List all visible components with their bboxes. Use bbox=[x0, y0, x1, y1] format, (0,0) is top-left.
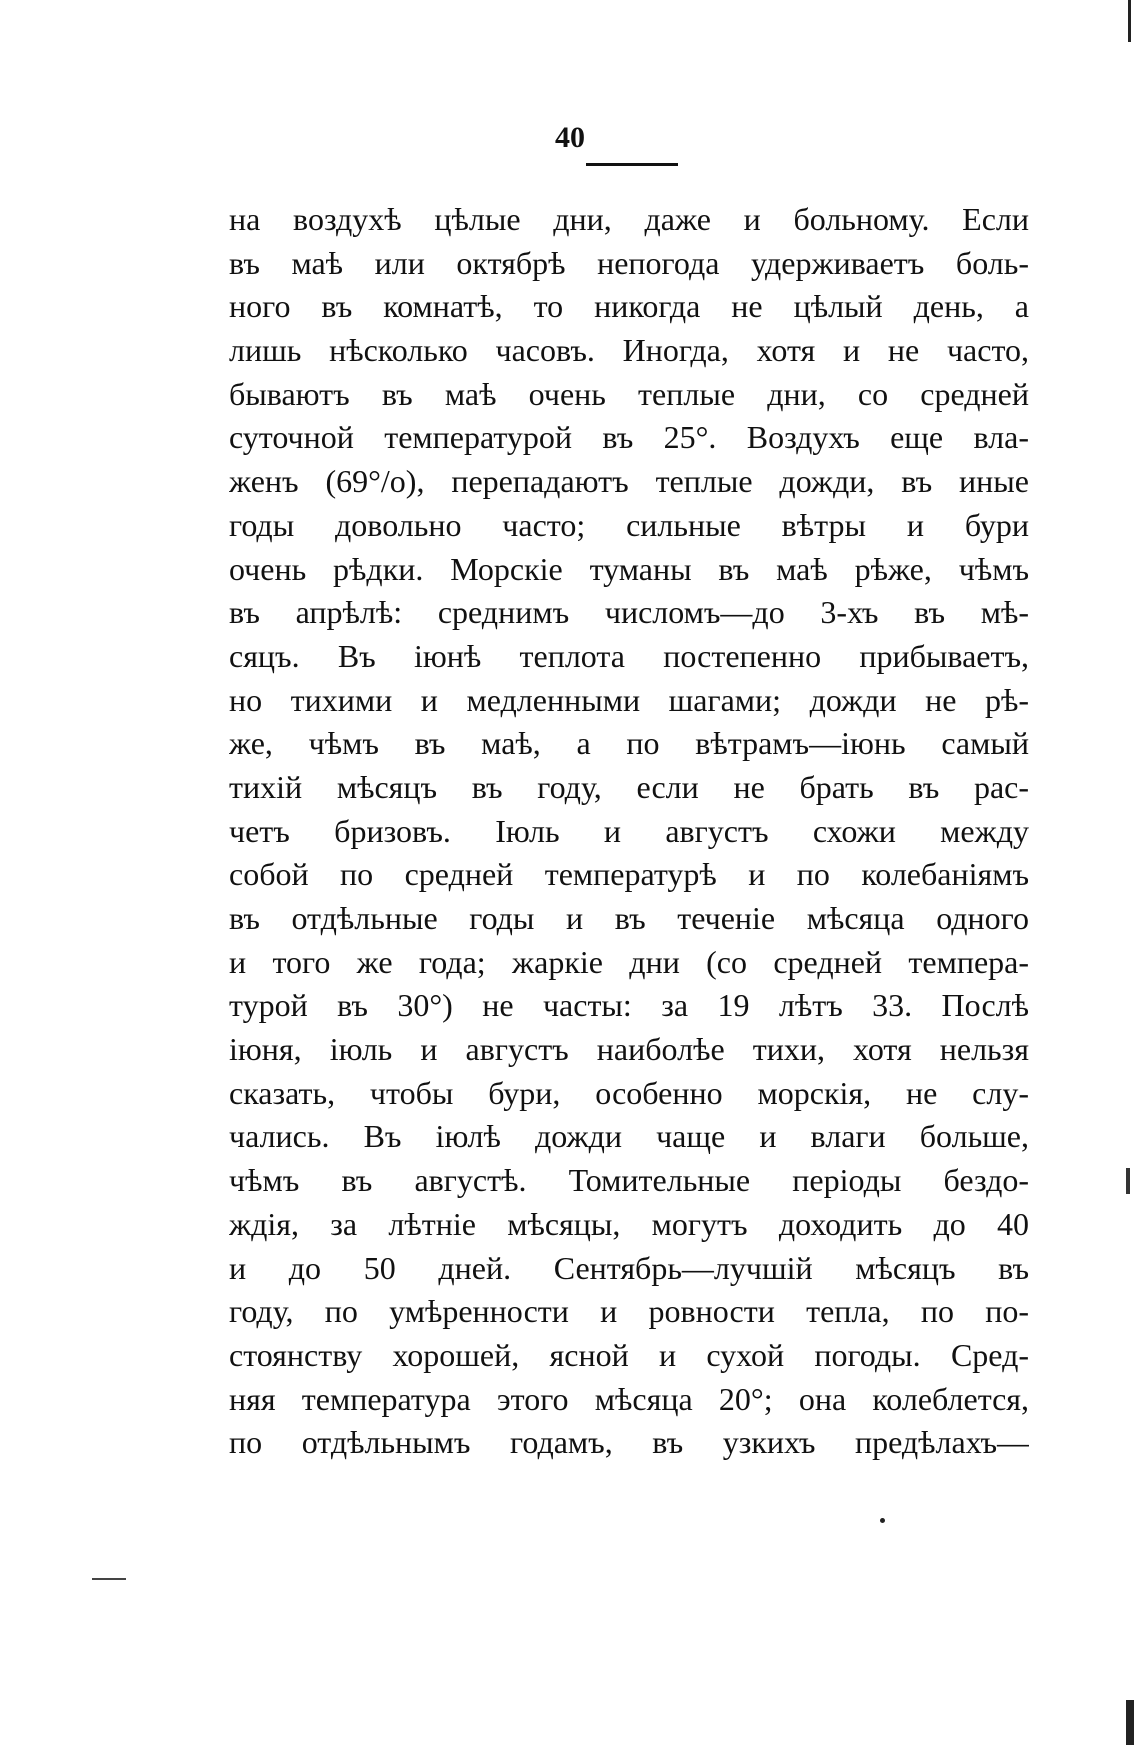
text-line: же, чѣмъ въ маѣ, а по вѣтрамъ—іюнь самый bbox=[229, 725, 1029, 762]
page-number-rule bbox=[586, 163, 678, 166]
text-line: сяцъ. Въ іюнѣ теплота постепенно прибываетъ, bbox=[229, 637, 1029, 674]
scan-speck bbox=[92, 1578, 126, 1580]
page-number: 40 bbox=[555, 121, 585, 154]
text-line: турой въ 30°) не часты: за 19 лѣтъ 33. Послѣ bbox=[229, 987, 1029, 1024]
text-line: ждія, за лѣтніе мѣсяцы, могутъ доходить до 40 bbox=[229, 1205, 1029, 1242]
text-line: и того же года; жаркіе дни (со средней темпера- bbox=[229, 943, 1029, 980]
text-line: лишь нѣсколько часовъ. Иногда, хотя и не часто, bbox=[229, 332, 1029, 369]
text-line: няя температура этого мѣсяца 20°; она колеблется, bbox=[229, 1380, 1029, 1417]
text-line: и до 50 дней. Сентябрь—лучшій мѣсяцъ въ bbox=[229, 1249, 1029, 1286]
text-line: чѣмъ въ августѣ. Томительные періоды бездо- bbox=[229, 1162, 1029, 1199]
text-line: тихій мѣсяцъ въ году, если не брать въ рас- bbox=[229, 768, 1029, 805]
scan-edge-mark bbox=[1128, 0, 1131, 42]
text-line: въ отдѣльные годы и въ теченіе мѣсяца одного bbox=[229, 900, 1029, 936]
text-line: женъ (69°/o), перепадаютъ теплые дожди, въ иные bbox=[229, 463, 1029, 500]
text-line: чались. Въ іюлѣ дожди чаще и влаги больше, bbox=[229, 1118, 1029, 1155]
body-text bbox=[229, 198, 1029, 1465]
text-line: въ маѣ или октябрѣ непогода удерживаетъ боль- bbox=[229, 244, 1029, 281]
text-line: собой по средней температурѣ и по колебаніямъ bbox=[229, 856, 1029, 893]
text-line: четъ бризовъ. Іюль и августъ схожи между bbox=[229, 812, 1029, 849]
text-line: суточной температурой въ 25°. Воздухъ еще вла- bbox=[229, 419, 1029, 456]
text-line: годы довольно часто; сильные вѣтры и бури bbox=[229, 506, 1029, 543]
text-line: по отдѣльнымъ годамъ, въ узкихъ предѣлахъ— bbox=[229, 1424, 1029, 1461]
text-line: ного въ комнатѣ, то никогда не цѣлый день, а bbox=[229, 288, 1029, 325]
text-line: на воздухѣ цѣлые дни, даже и больному. Если bbox=[229, 201, 1029, 237]
scan-edge-mark bbox=[1126, 1168, 1130, 1194]
text-line: бываютъ въ маѣ очень теплые дни, со средней bbox=[229, 375, 1029, 412]
text-line: году, по умѣренности и ровности тепла, по по- bbox=[229, 1293, 1029, 1330]
text-line: въ апрѣлѣ: среднимъ числомъ—до 3-хъ въ мѣ- bbox=[229, 594, 1029, 631]
text-line: іюня, іюль и августъ наиболѣе тихи, хотя нельзя bbox=[229, 1031, 1029, 1068]
text-line: стоянству хорошей, ясной и сухой погоды. Сред- bbox=[229, 1336, 1029, 1373]
scan-edge-mark bbox=[1126, 1700, 1134, 1745]
text-line: очень рѣдки. Морскіе туманы въ маѣ рѣже, чѣмъ bbox=[229, 550, 1029, 587]
scan-speck bbox=[880, 1518, 885, 1523]
text-line: сказать, чтобы бури, особенно морскія, не слу- bbox=[229, 1074, 1029, 1111]
text-line: но тихими и медленными шагами; дожди не рѣ- bbox=[229, 681, 1029, 718]
